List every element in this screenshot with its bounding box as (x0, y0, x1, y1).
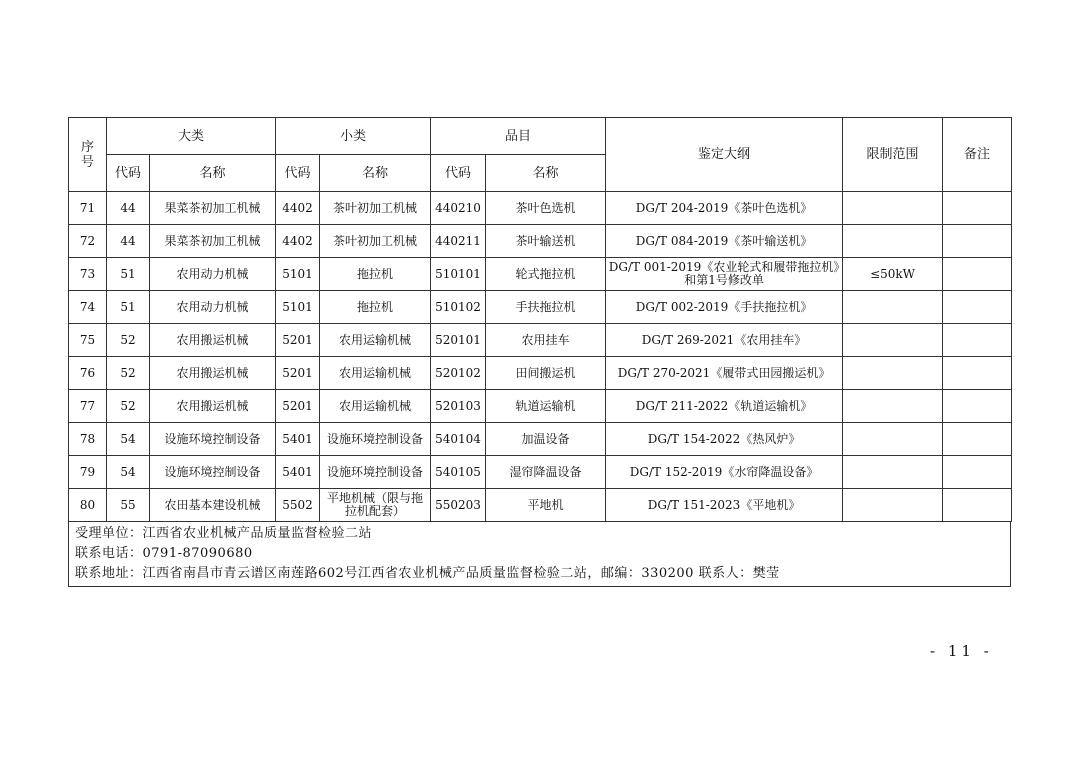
table-row (69, 456, 1012, 489)
cell-minor-name: 茶叶初加工机械 (320, 225, 431, 258)
cell-scope (843, 357, 943, 390)
header-seq: 序号 (69, 118, 107, 192)
accepting-unit: 受理单位：江西省农业机械产品质量监督检验二站 (75, 526, 373, 541)
cell-seq: 71 (69, 192, 107, 225)
cell-major-code: 54 (107, 423, 150, 456)
cell-item-code: 520103 (431, 390, 486, 423)
table-row (69, 423, 1012, 456)
cell-remark (943, 225, 1012, 258)
cell-major-name: 农用搬运机械 (150, 324, 276, 357)
cell-remark (943, 291, 1012, 324)
header-major-name: 名称 (150, 155, 276, 192)
cell-major-code: 44 (107, 192, 150, 225)
cell-remark (943, 258, 1012, 291)
header-outline: 鉴定大纲 (606, 118, 843, 192)
cell-item-name: 农用挂车 (486, 324, 606, 357)
cell-item-code: 510101 (431, 258, 486, 291)
cell-seq: 75 (69, 324, 107, 357)
page-number: - 11 - (930, 642, 993, 660)
cell-scope (843, 324, 943, 357)
header-item-code: 代码 (431, 155, 486, 192)
header-major: 大类 (107, 118, 276, 155)
table-row (69, 324, 1012, 357)
cell-major-code: 54 (107, 456, 150, 489)
cell-seq: 79 (69, 456, 107, 489)
cell-outline: DG/T 270-2021《履带式田园搬运机》 (606, 357, 843, 390)
cell-major-name: 农用动力机械 (150, 258, 276, 291)
cell-major-code: 52 (107, 390, 150, 423)
cell-minor-code: 5401 (276, 423, 320, 456)
cell-major-name: 农用搬运机械 (150, 357, 276, 390)
cell-scope: ≤50kW (843, 258, 943, 291)
cell-major-code: 51 (107, 258, 150, 291)
cell-major-code: 52 (107, 324, 150, 357)
cell-item-name: 湿帘降温设备 (486, 456, 606, 489)
header-major-code: 代码 (107, 155, 150, 192)
cell-item-name: 田间搬运机 (486, 357, 606, 390)
cell-outline: DG/T 154-2022《热风炉》 (606, 423, 843, 456)
cell-major-code: 51 (107, 291, 150, 324)
cell-seq: 76 (69, 357, 107, 390)
table-body (69, 192, 1012, 522)
cell-remark (943, 423, 1012, 456)
cell-seq: 77 (69, 390, 107, 423)
header-remark: 备注 (943, 118, 1012, 192)
cell-major-name: 果菜茶初加工机械 (150, 192, 276, 225)
cell-remark (943, 324, 1012, 357)
contact-phone: 联系电话：0791-87090680 (75, 546, 253, 561)
cell-major-code: 44 (107, 225, 150, 258)
cell-scope (843, 192, 943, 225)
document-sheet (68, 117, 1011, 587)
cell-item-name: 轨道运输机 (486, 390, 606, 423)
cell-remark (943, 489, 1012, 522)
cell-major-name: 设施环境控制设备 (150, 456, 276, 489)
header-row-1 (69, 118, 1012, 155)
cell-item-name: 轮式拖拉机 (486, 258, 606, 291)
cell-item-name: 茶叶输送机 (486, 225, 606, 258)
cell-major-code: 52 (107, 357, 150, 390)
cell-seq: 74 (69, 291, 107, 324)
cell-outline: DG/T 002-2019《手扶拖拉机》 (606, 291, 843, 324)
cell-major-name: 设施环境控制设备 (150, 423, 276, 456)
header-item: 品目 (431, 118, 606, 155)
cell-minor-name: 茶叶初加工机械 (320, 192, 431, 225)
cell-item-code: 440211 (431, 225, 486, 258)
cell-major-name: 果菜茶初加工机械 (150, 225, 276, 258)
cell-remark (943, 390, 1012, 423)
cell-item-name: 茶叶色选机 (486, 192, 606, 225)
table-row (69, 192, 1012, 225)
cell-outline: DG/T 001-2019《农业轮式和履带拖拉机》和第1号修改单 (606, 258, 843, 291)
cell-item-code: 540104 (431, 423, 486, 456)
header-minor-name: 名称 (320, 155, 431, 192)
cell-minor-code: 4402 (276, 225, 320, 258)
table-row (69, 291, 1012, 324)
cell-seq: 73 (69, 258, 107, 291)
cell-major-code: 55 (107, 489, 150, 522)
cell-scope (843, 456, 943, 489)
cell-item-code: 520101 (431, 324, 486, 357)
cell-major-name: 农用搬运机械 (150, 390, 276, 423)
cell-scope (843, 489, 943, 522)
cell-minor-name: 拖拉机 (320, 258, 431, 291)
cell-minor-code: 4402 (276, 192, 320, 225)
cell-minor-name: 设施环境控制设备 (320, 456, 431, 489)
cell-item-code: 540105 (431, 456, 486, 489)
cell-minor-code: 5201 (276, 324, 320, 357)
cell-minor-name: 平地机械（限与拖拉机配套） (320, 489, 431, 522)
cell-item-code: 520102 (431, 357, 486, 390)
cell-minor-name: 农用运输机械 (320, 390, 431, 423)
cell-major-name: 农用动力机械 (150, 291, 276, 324)
table-row (69, 357, 1012, 390)
cell-minor-name: 拖拉机 (320, 291, 431, 324)
cell-item-name: 手扶拖拉机 (486, 291, 606, 324)
cell-item-name: 平地机 (486, 489, 606, 522)
cell-minor-code: 5201 (276, 357, 320, 390)
cell-minor-code: 5502 (276, 489, 320, 522)
cell-seq: 80 (69, 489, 107, 522)
cell-item-name: 加温设备 (486, 423, 606, 456)
table-row (69, 489, 1012, 522)
cell-outline: DG/T 151-2023《平地机》 (606, 489, 843, 522)
cell-remark (943, 192, 1012, 225)
cell-major-name: 农田基本建设机械 (150, 489, 276, 522)
contact-info (68, 522, 1011, 587)
cell-minor-name: 设施环境控制设备 (320, 423, 431, 456)
cell-seq: 78 (69, 423, 107, 456)
header-item-name: 名称 (486, 155, 606, 192)
table-row (69, 225, 1012, 258)
cell-minor-name: 农用运输机械 (320, 357, 431, 390)
cell-scope (843, 423, 943, 456)
cell-outline: DG/T 152-2019《水帘降温设备》 (606, 456, 843, 489)
contact-address: 联系地址：江西省南昌市青云谱区南莲路602号江西省农业机械产品质量监督检验二站，邮编：330200 联系人：樊莹 (75, 566, 780, 581)
cell-item-code: 510102 (431, 291, 486, 324)
cell-outline: DG/T 204-2019《茶叶色选机》 (606, 192, 843, 225)
cell-minor-code: 5201 (276, 390, 320, 423)
table-row (69, 390, 1012, 423)
cell-outline: DG/T 084-2019《茶叶输送机》 (606, 225, 843, 258)
cell-outline: DG/T 269-2021《农用挂车》 (606, 324, 843, 357)
cell-seq: 72 (69, 225, 107, 258)
cell-remark (943, 357, 1012, 390)
cell-item-code: 550203 (431, 489, 486, 522)
cell-minor-code: 5101 (276, 258, 320, 291)
table-row (69, 258, 1012, 291)
cell-scope (843, 390, 943, 423)
header-scope: 限制范围 (843, 118, 943, 192)
equipment-table (68, 117, 1012, 522)
cell-minor-name: 农用运输机械 (320, 324, 431, 357)
cell-minor-code: 5401 (276, 456, 320, 489)
header-minor: 小类 (276, 118, 431, 155)
header-minor-code: 代码 (276, 155, 320, 192)
cell-minor-code: 5101 (276, 291, 320, 324)
cell-outline: DG/T 211-2022《轨道运输机》 (606, 390, 843, 423)
cell-scope (843, 291, 943, 324)
cell-item-code: 440210 (431, 192, 486, 225)
cell-remark (943, 456, 1012, 489)
cell-scope (843, 225, 943, 258)
